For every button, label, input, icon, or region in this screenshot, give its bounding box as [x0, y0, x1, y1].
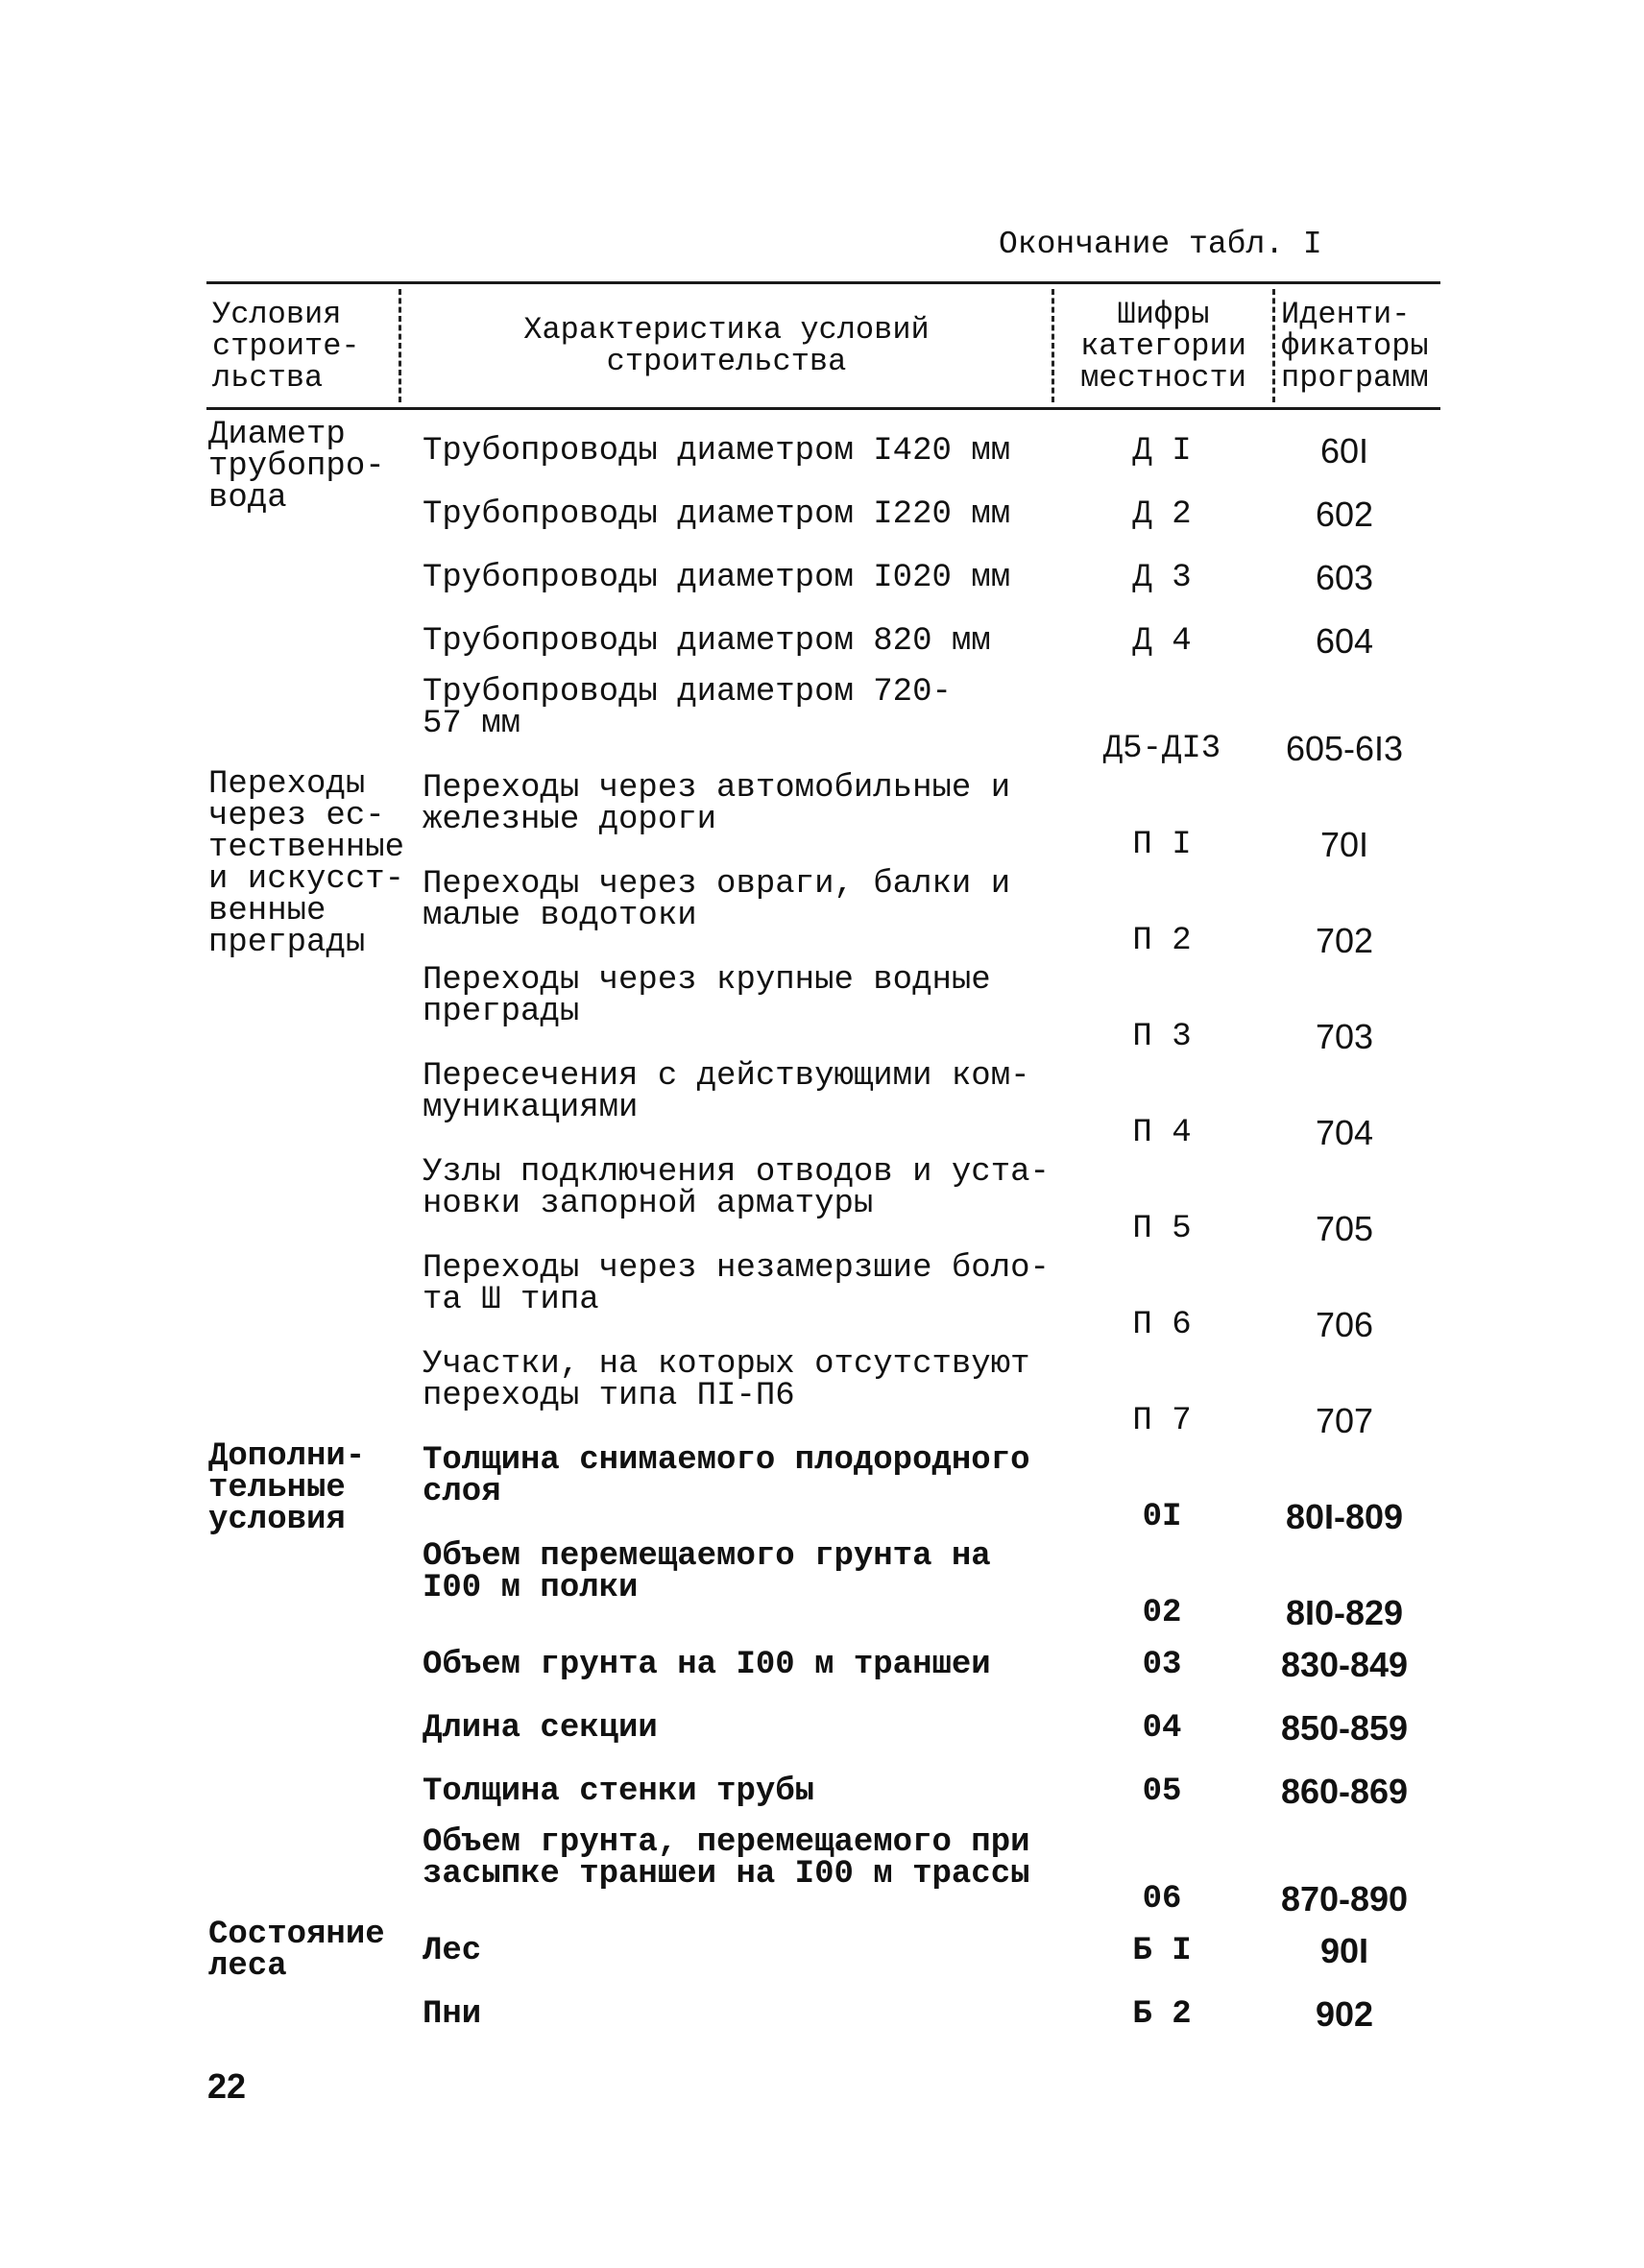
row-characteristic: Толщина снимаемого плодородного слоя [423, 1442, 1030, 1510]
table-row [423, 610, 1440, 673]
row-code: Д 3 [1132, 560, 1192, 596]
table-row [423, 1760, 1440, 1823]
header-identifiers: Иденти- фикаторы программ [1272, 289, 1440, 402]
row-code: 03 [1142, 1647, 1182, 1683]
group-rows [423, 769, 1440, 1441]
row-code: П 4 [1132, 1115, 1192, 1151]
row-identifier: 703 [1315, 1017, 1374, 1056]
row-code: П 6 [1132, 1307, 1192, 1343]
row-characteristic: Трубопроводы диаметром I020 мм [423, 559, 1011, 596]
data-table [206, 281, 1440, 2046]
table-group-diameter [206, 417, 1440, 769]
group-condition: Переходы через ес- тественные и искусст- венные преграды [208, 766, 405, 961]
row-characteristic: Переходы через незамерзшие боло- та Ш типа [423, 1250, 1050, 1318]
row-characteristic: Переходы через автомобильные и железные дороги [423, 770, 1011, 838]
table-row [423, 1057, 1440, 1153]
table-row [423, 1345, 1440, 1441]
row-identifier: 902 [1315, 1994, 1374, 2034]
row-identifier: 605-6I3 [1285, 729, 1404, 768]
row-characteristic: Длина секции [423, 1709, 658, 1747]
row-code: Д I [1132, 433, 1192, 470]
row-identifier: 706 [1315, 1305, 1374, 1344]
row-code: 05 [1142, 1773, 1182, 1810]
row-characteristic: Трубопроводы диаметром 720- 57 мм [423, 674, 952, 742]
table-row [423, 483, 1440, 546]
table-row [423, 546, 1440, 610]
row-code: П 7 [1132, 1403, 1192, 1439]
row-code: П I [1132, 827, 1192, 863]
row-identifier: 830-849 [1280, 1645, 1409, 1684]
table-row [423, 673, 1440, 769]
row-identifier: 707 [1315, 1401, 1374, 1440]
page-number: 22 [207, 2066, 247, 2106]
table-row [423, 1441, 1440, 1537]
table-row [423, 1537, 1440, 1633]
row-characteristic: Переходы через крупные водные преграды [423, 962, 991, 1030]
table-row [423, 1697, 1440, 1760]
row-code: Д5-ДI3 [1102, 731, 1221, 767]
row-identifier: 80I-809 [1285, 1497, 1404, 1536]
row-identifier: 8I0-829 [1285, 1593, 1404, 1632]
row-code: 04 [1142, 1710, 1182, 1747]
row-identifier: 860-869 [1280, 1772, 1409, 1811]
group-rows [423, 1441, 1440, 1919]
row-code: П 2 [1132, 923, 1192, 959]
row-characteristic: Объем грунта на I00 м траншеи [423, 1646, 991, 1683]
group-condition: Диаметр трубопро- вода [208, 417, 385, 517]
table-row [423, 1153, 1440, 1249]
row-identifier: 70I [1319, 825, 1369, 864]
row-characteristic: Объем перемещаемого грунта на I00 м полки [423, 1538, 991, 1606]
row-identifier: 850-859 [1280, 1708, 1409, 1748]
row-code: П 3 [1132, 1019, 1192, 1055]
table-row [423, 1633, 1440, 1697]
row-identifier: 704 [1315, 1113, 1374, 1152]
table-row [423, 1249, 1440, 1345]
row-characteristic: Пересечения с действующими ком- муникациями [423, 1058, 1030, 1126]
row-identifier: 60I [1319, 431, 1369, 470]
row-characteristic: Пни [423, 1995, 482, 2033]
row-identifier: 602 [1315, 495, 1374, 534]
header-codes: Шифры категории местности [1052, 289, 1272, 402]
row-code: Б I [1132, 1933, 1192, 1969]
row-characteristic: Трубопроводы диаметром I220 мм [423, 495, 1011, 533]
table-group-forest [206, 1919, 1440, 2046]
row-identifier: 604 [1315, 621, 1374, 661]
row-code: Б 2 [1132, 1996, 1192, 2033]
table-row [423, 1823, 1440, 1919]
row-identifier: 702 [1315, 921, 1374, 960]
group-condition: Дополни- тельные условия [208, 1438, 366, 1538]
table-row [423, 961, 1440, 1057]
row-characteristic: Узлы подключения отводов и уста- новки запорной арматуры [423, 1154, 1050, 1222]
group-condition: Состояние леса [208, 1917, 385, 1985]
table-row [423, 769, 1440, 865]
row-code: 0I [1142, 1499, 1182, 1535]
table-row [423, 1919, 1440, 1983]
row-code: Д 2 [1132, 496, 1192, 533]
row-identifier: 603 [1315, 558, 1374, 597]
row-characteristic: Переходы через овраги, балки и малые водотоки [423, 866, 1011, 934]
table-group-crossings [206, 766, 1440, 1441]
row-code: Д 4 [1132, 623, 1192, 660]
row-identifier: 90I [1319, 1931, 1369, 1970]
group-rows [423, 420, 1440, 769]
row-characteristic: Лес [423, 1932, 482, 1969]
row-identifier: 870-890 [1280, 1879, 1409, 1918]
row-characteristic: Толщина стенки трубы [423, 1773, 815, 1810]
table-row [423, 420, 1440, 483]
group-rows [423, 1919, 1440, 2046]
row-identifier: 705 [1315, 1209, 1374, 1248]
table-caption: Окончание табл. I [999, 227, 1322, 262]
table-row [423, 865, 1440, 961]
table-body [206, 410, 1440, 2046]
header-conditions: Условия строите- льства [212, 296, 360, 396]
row-characteristic: Объем грунта, перемещаемого при засыпке траншеи на I00 м трассы [423, 1824, 1030, 1893]
row-code: 06 [1142, 1881, 1182, 1918]
row-code: 02 [1142, 1595, 1182, 1631]
header-characteristic: Характеристика условий строительства [399, 289, 1052, 402]
table-group-additional [206, 1438, 1440, 1919]
table-header [206, 284, 1440, 407]
row-characteristic: Трубопроводы диаметром I420 мм [423, 432, 1011, 470]
row-characteristic: Участки, на которых отсутствуют переходы типа ПI-П6 [423, 1346, 1030, 1414]
row-code: П 5 [1132, 1211, 1192, 1247]
row-characteristic: Трубопроводы диаметром 820 мм [423, 622, 991, 660]
table-row [423, 1983, 1440, 2046]
